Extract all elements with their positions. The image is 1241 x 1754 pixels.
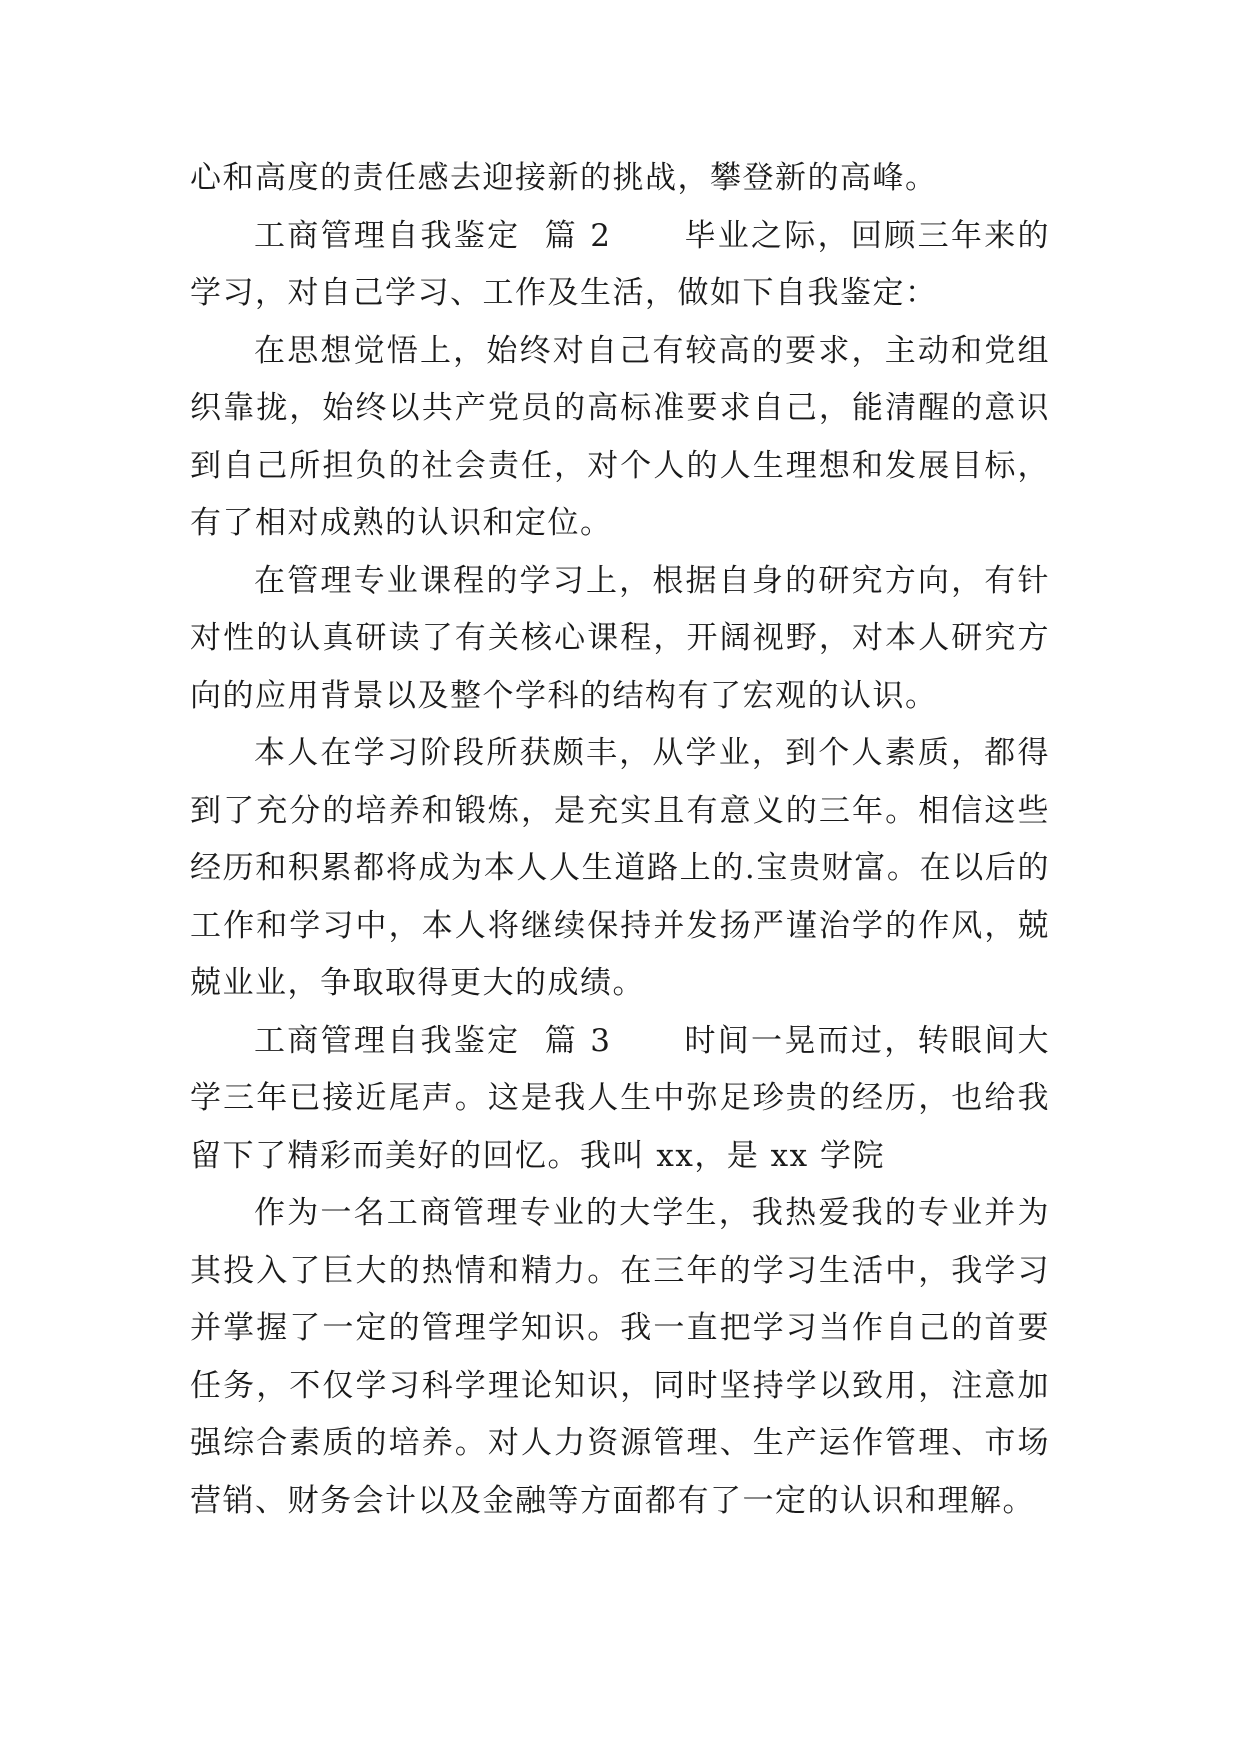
paragraph-continuation xyxy=(190,150,1050,208)
paragraph-text: 在管理专业课程的学习上，根据自身的研究方向，有针对性的认真研读了有关核心课程，开阔视野，对本人研究方向的应用背景以及整个学科的结构有了宏观的认识。 xyxy=(190,562,1050,714)
document-body xyxy=(190,150,1050,1530)
paragraph-text: 时间一晃而过，转眼间大学三年已接近尾声。这是我人生中弥足珍贵的经历，也给我留下了精彩而美好的回忆。我叫 xx，是 xx 学院 xyxy=(190,1022,1051,1174)
paragraph-major xyxy=(190,1185,1050,1530)
section-heading: 工商管理自我鉴定 篇 2 xyxy=(254,217,612,254)
paragraph-section-2 xyxy=(190,208,1050,323)
paragraph-section-3 xyxy=(190,1013,1050,1186)
section-heading: 工商管理自我鉴定 篇 3 xyxy=(254,1022,612,1059)
paragraph-text: 毕业之际，回顾三年来的学习，对自己学习、工作及生活，做如下自我鉴定： xyxy=(190,217,1051,311)
paragraph-text: 本人在学习阶段所获颇丰，从学业，到个人素质，都得到了充分的培养和锻炼，是充实且有意义的三年。相信这些经历和积累都将成为本人人生道路上的.宝贵财富。在以后的工作和学习中，本人将继续保持并发扬严谨治学的作风，兢兢业业，争取取得更大的成绩。 xyxy=(190,735,1050,1001)
paragraph-text: 在思想觉悟上，始终对自己有较高的要求，主动和党组织靠拢，始终以共产党员的高标准要求自己，能清醒的意识到自己所担负的社会责任，对个人的人生理想和发展目标，有了相对成熟的认识和定位。 xyxy=(190,332,1050,541)
paragraph-summary xyxy=(190,725,1050,1013)
paragraph-text: 心和高度的责任感去迎接新的挑战，攀登新的高峰。 xyxy=(190,160,938,196)
paragraph-courses xyxy=(190,553,1050,726)
paragraph-ideology xyxy=(190,323,1050,553)
paragraph-text: 作为一名工商管理专业的大学生，我热爱我的专业并为其投入了巨大的热情和精力。在三年的学习生活中，我学习并掌握了一定的管理学知识。我一直把学习当作自己的首要任务，不仅学习科学理论知识，同时坚持学以致用，注意加强综合素质的培养。对人力资源管理、生产运作管理、市场营销、财务会计以及金融等方面都有了一定的认识和理解。 xyxy=(190,1195,1050,1519)
